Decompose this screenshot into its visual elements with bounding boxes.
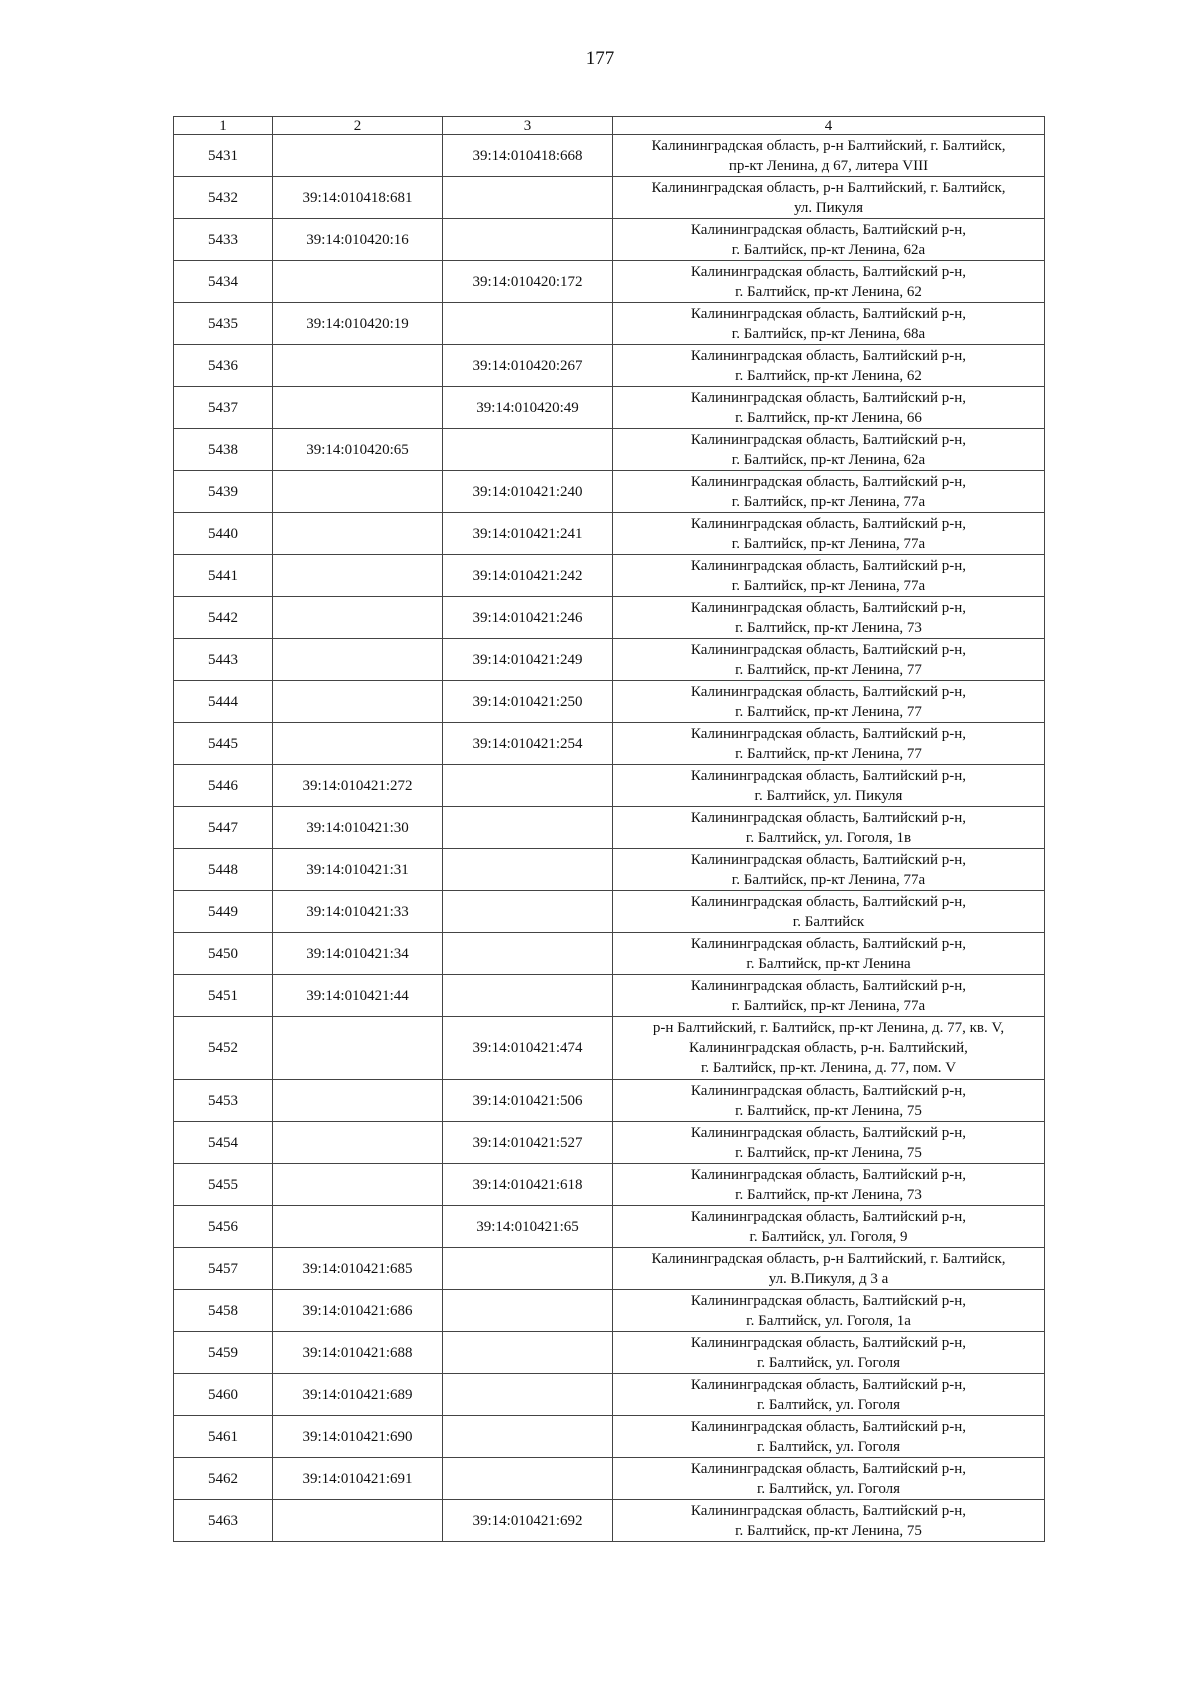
cadastral-number-alt-cell: 39:14:010421:246 — [443, 597, 613, 639]
cadastral-number-alt-cell: 39:14:010420:49 — [443, 387, 613, 429]
cadastral-number-alt-cell: 39:14:010421:241 — [443, 513, 613, 555]
address-cell: Калининградская область, Балтийский р-н, г. Балтийск, ул. Гоголя — [613, 1458, 1045, 1500]
cadastral-number-alt-cell: 39:14:010420:172 — [443, 261, 613, 303]
cadastral-number-alt-cell — [443, 891, 613, 933]
table-row — [174, 1206, 1045, 1248]
address-cell: Калининградская область, Балтийский р-н, г. Балтийск, ул. Гоголя, 9 — [613, 1206, 1045, 1248]
row-number-cell: 5443 — [174, 639, 273, 681]
cadastral-number-alt-cell — [443, 975, 613, 1017]
column-header-1: 1 — [174, 117, 273, 135]
cadastral-number-cell: 39:14:010421:688 — [273, 1332, 443, 1374]
cadastral-number-cell: 39:14:010420:16 — [273, 219, 443, 261]
cadastral-number-cell: 39:14:010421:31 — [273, 849, 443, 891]
table-row — [174, 1248, 1045, 1290]
address-cell: Калининградская область, Балтийский р-н, г. Балтийск, пр-кт Ленина, 62 — [613, 261, 1045, 303]
row-number-cell: 5436 — [174, 345, 273, 387]
table-row — [174, 471, 1045, 513]
cadastral-number-cell — [273, 639, 443, 681]
cadastral-number-cell — [273, 681, 443, 723]
row-number-cell: 5454 — [174, 1122, 273, 1164]
address-cell: Калининградская область, Балтийский р-н, г. Балтийск, пр-кт Ленина, 77 — [613, 681, 1045, 723]
cadastral-number-cell: 39:14:010421:272 — [273, 765, 443, 807]
cadastral-number-alt-cell — [443, 765, 613, 807]
cadastral-number-cell — [273, 471, 443, 513]
cadastral-number-cell — [273, 1164, 443, 1206]
row-number-cell: 5449 — [174, 891, 273, 933]
row-number-cell: 5462 — [174, 1458, 273, 1500]
cadastral-number-alt-cell — [443, 177, 613, 219]
cadastral-number-alt-cell — [443, 219, 613, 261]
table-row — [174, 849, 1045, 891]
cadastral-number-cell: 39:14:010421:691 — [273, 1458, 443, 1500]
cadastral-number-alt-cell — [443, 1416, 613, 1458]
cadastral-number-cell — [273, 1017, 443, 1080]
cadastral-number-cell — [273, 513, 443, 555]
table-row — [174, 1290, 1045, 1332]
row-number-cell: 5461 — [174, 1416, 273, 1458]
row-number-cell: 5434 — [174, 261, 273, 303]
address-cell: Калининградская область, Балтийский р-н, г. Балтийск, пр-кт Ленина, 62а — [613, 429, 1045, 471]
table-row — [174, 1080, 1045, 1122]
table-row — [174, 765, 1045, 807]
table-row — [174, 975, 1045, 1017]
cadastral-number-alt-cell — [443, 1332, 613, 1374]
cadastral-number-cell — [273, 1122, 443, 1164]
table-row — [174, 681, 1045, 723]
row-number-cell: 5452 — [174, 1017, 273, 1080]
address-cell: Калининградская область, Балтийский р-н, г. Балтийск, пр-кт Ленина, 66 — [613, 387, 1045, 429]
row-number-cell: 5459 — [174, 1332, 273, 1374]
row-number-cell: 5456 — [174, 1206, 273, 1248]
table-header — [174, 117, 1045, 135]
cadastral-number-alt-cell: 39:14:010421:254 — [443, 723, 613, 765]
column-header-4: 4 — [613, 117, 1045, 135]
address-cell: Калининградская область, Балтийский р-н, г. Балтийск, пр-кт Ленина — [613, 933, 1045, 975]
table-row — [174, 177, 1045, 219]
cadastral-number-cell — [273, 555, 443, 597]
row-number-cell: 5457 — [174, 1248, 273, 1290]
address-cell: р-н Балтийский, г. Балтийск, пр-кт Ленина, д. 77, кв. V, Калининградская область, р-н. Балтийский, г. Балтийск, пр-кт. Ленина, д. 77, пом. V — [613, 1017, 1045, 1080]
row-number-cell: 5442 — [174, 597, 273, 639]
table-row — [174, 1017, 1045, 1080]
cadastral-number-alt-cell: 39:14:010421:249 — [443, 639, 613, 681]
cadastral-number-alt-cell — [443, 1290, 613, 1332]
address-cell: Калининградская область, Балтийский р-н, г. Балтийск, пр-кт Ленина, 75 — [613, 1122, 1045, 1164]
cadastral-number-cell — [273, 1206, 443, 1248]
address-cell: Калининградская область, Балтийский р-н, г. Балтийск, пр-кт Ленина, 68а — [613, 303, 1045, 345]
cadastral-number-alt-cell: 39:14:010421:527 — [443, 1122, 613, 1164]
row-number-cell: 5441 — [174, 555, 273, 597]
cadastral-number-cell: 39:14:010418:681 — [273, 177, 443, 219]
address-cell: Калининградская область, Балтийский р-н, г. Балтийск, ул. Пикуля — [613, 765, 1045, 807]
table-row — [174, 135, 1045, 177]
table-row — [174, 513, 1045, 555]
header-row — [174, 117, 1045, 135]
cadastral-number-alt-cell: 39:14:010421:692 — [443, 1500, 613, 1542]
cadastral-number-cell: 39:14:010421:690 — [273, 1416, 443, 1458]
cadastral-number-alt-cell — [443, 303, 613, 345]
address-cell: Калининградская область, Балтийский р-н, г. Балтийск, пр-кт Ленина, 75 — [613, 1080, 1045, 1122]
row-number-cell: 5448 — [174, 849, 273, 891]
page-number: 177 — [585, 48, 615, 69]
cadastral-number-cell — [273, 387, 443, 429]
table-row — [174, 387, 1045, 429]
address-cell: Калининградская область, Балтийский р-н, г. Балтийск, пр-кт Ленина, 73 — [613, 1164, 1045, 1206]
table-row — [174, 555, 1045, 597]
row-number-cell: 5445 — [174, 723, 273, 765]
address-cell: Калининградская область, Балтийский р-н, г. Балтийск, ул. Гоголя, 1в — [613, 807, 1045, 849]
table-row — [174, 1164, 1045, 1206]
address-cell: Калининградская область, Балтийский р-н, г. Балтийск, ул. Гоголя — [613, 1374, 1045, 1416]
cadastral-number-cell: 39:14:010421:30 — [273, 807, 443, 849]
table-row — [174, 639, 1045, 681]
cadastral-number-alt-cell: 39:14:010421:242 — [443, 555, 613, 597]
cadastral-number-alt-cell — [443, 1458, 613, 1500]
address-cell: Калининградская область, Балтийский р-н, г. Балтийск, пр-кт Ленина, 75 — [613, 1500, 1045, 1542]
cadastral-number-alt-cell: 39:14:010421:618 — [443, 1164, 613, 1206]
table-row — [174, 933, 1045, 975]
table-row — [174, 1122, 1045, 1164]
table-row — [174, 261, 1045, 303]
table-row — [174, 1416, 1045, 1458]
cadastral-number-alt-cell — [443, 807, 613, 849]
cadastral-number-alt-cell — [443, 1374, 613, 1416]
cadastral-number-cell — [273, 261, 443, 303]
address-cell: Калининградская область, Балтийский р-н, г. Балтийск, ул. Гоголя — [613, 1416, 1045, 1458]
address-cell: Калининградская область, Балтийский р-н, г. Балтийск, ул. Гоголя, 1а — [613, 1290, 1045, 1332]
row-number-cell: 5431 — [174, 135, 273, 177]
table-row — [174, 303, 1045, 345]
table-body — [174, 135, 1045, 1542]
row-number-cell: 5438 — [174, 429, 273, 471]
row-number-cell: 5453 — [174, 1080, 273, 1122]
registry-table — [173, 116, 1045, 1542]
column-header-2: 2 — [273, 117, 443, 135]
row-number-cell: 5433 — [174, 219, 273, 261]
address-cell: Калининградская область, Балтийский р-н, г. Балтийск — [613, 891, 1045, 933]
cadastral-number-cell — [273, 345, 443, 387]
address-cell: Калининградская область, Балтийский р-н, г. Балтийск, пр-кт Ленина, 77а — [613, 471, 1045, 513]
address-cell: Калининградская область, р-н Балтийский, г. Балтийск, ул. В.Пикуля, д 3 а — [613, 1248, 1045, 1290]
cadastral-number-cell: 39:14:010421:44 — [273, 975, 443, 1017]
cadastral-number-cell: 39:14:010420:19 — [273, 303, 443, 345]
row-number-cell: 5455 — [174, 1164, 273, 1206]
address-cell: Калининградская область, Балтийский р-н, г. Балтийск, ул. Гоголя — [613, 1332, 1045, 1374]
address-cell: Калининградская область, Балтийский р-н, г. Балтийск, пр-кт Ленина, 77а — [613, 975, 1045, 1017]
row-number-cell: 5458 — [174, 1290, 273, 1332]
address-cell: Калининградская область, Балтийский р-н, г. Балтийск, пр-кт Ленина, 62а — [613, 219, 1045, 261]
cadastral-number-alt-cell: 39:14:010421:474 — [443, 1017, 613, 1080]
address-cell: Калининградская область, р-н Балтийский, г. Балтийск, пр-кт Ленина, д 67, литера VIII — [613, 135, 1045, 177]
cadastral-number-alt-cell — [443, 849, 613, 891]
address-cell: Калининградская область, Балтийский р-н, г. Балтийск, пр-кт Ленина, 77 — [613, 639, 1045, 681]
table-row — [174, 1458, 1045, 1500]
table-row — [174, 597, 1045, 639]
row-number-cell: 5432 — [174, 177, 273, 219]
address-cell: Калининградская область, Балтийский р-н, г. Балтийск, пр-кт Ленина, 73 — [613, 597, 1045, 639]
cadastral-number-cell — [273, 597, 443, 639]
address-cell: Калининградская область, Балтийский р-н, г. Балтийск, пр-кт Ленина, 77а — [613, 555, 1045, 597]
table-row — [174, 429, 1045, 471]
address-cell: Калининградская область, р-н Балтийский, г. Балтийск, ул. Пикуля — [613, 177, 1045, 219]
table-row — [174, 723, 1045, 765]
cadastral-number-cell: 39:14:010421:34 — [273, 933, 443, 975]
cadastral-number-cell: 39:14:010420:65 — [273, 429, 443, 471]
row-number-cell: 5446 — [174, 765, 273, 807]
cadastral-number-alt-cell: 39:14:010421:250 — [443, 681, 613, 723]
cadastral-number-cell — [273, 723, 443, 765]
table-row — [174, 1500, 1045, 1542]
row-number-cell: 5435 — [174, 303, 273, 345]
address-cell: Калининградская область, Балтийский р-н, г. Балтийск, пр-кт Ленина, 77а — [613, 849, 1045, 891]
cadastral-number-cell: 39:14:010421:33 — [273, 891, 443, 933]
row-number-cell: 5447 — [174, 807, 273, 849]
row-number-cell: 5437 — [174, 387, 273, 429]
cadastral-number-cell: 39:14:010421:686 — [273, 1290, 443, 1332]
row-number-cell: 5450 — [174, 933, 273, 975]
row-number-cell: 5451 — [174, 975, 273, 1017]
table-row — [174, 345, 1045, 387]
address-cell: Калининградская область, Балтийский р-н, г. Балтийск, пр-кт Ленина, 77 — [613, 723, 1045, 765]
table-row — [174, 891, 1045, 933]
table-row — [174, 1374, 1045, 1416]
cadastral-number-alt-cell: 39:14:010421:65 — [443, 1206, 613, 1248]
cadastral-number-alt-cell: 39:14:010418:668 — [443, 135, 613, 177]
row-number-cell: 5440 — [174, 513, 273, 555]
cadastral-number-alt-cell — [443, 933, 613, 975]
address-cell: Калининградская область, Балтийский р-н, г. Балтийск, пр-кт Ленина, 62 — [613, 345, 1045, 387]
table-row — [174, 1332, 1045, 1374]
cadastral-number-cell: 39:14:010421:689 — [273, 1374, 443, 1416]
column-header-3: 3 — [443, 117, 613, 135]
row-number-cell: 5444 — [174, 681, 273, 723]
row-number-cell: 5463 — [174, 1500, 273, 1542]
cadastral-number-alt-cell — [443, 1248, 613, 1290]
cadastral-number-cell — [273, 1080, 443, 1122]
table-row — [174, 219, 1045, 261]
cadastral-number-alt-cell: 39:14:010421:240 — [443, 471, 613, 513]
cadastral-number-cell — [273, 135, 443, 177]
row-number-cell: 5439 — [174, 471, 273, 513]
cadastral-number-cell — [273, 1500, 443, 1542]
address-cell: Калининградская область, Балтийский р-н, г. Балтийск, пр-кт Ленина, 77а — [613, 513, 1045, 555]
cadastral-number-alt-cell: 39:14:010421:506 — [443, 1080, 613, 1122]
row-number-cell: 5460 — [174, 1374, 273, 1416]
cadastral-number-alt-cell: 39:14:010420:267 — [443, 345, 613, 387]
table-row — [174, 807, 1045, 849]
cadastral-number-cell: 39:14:010421:685 — [273, 1248, 443, 1290]
cadastral-number-alt-cell — [443, 429, 613, 471]
